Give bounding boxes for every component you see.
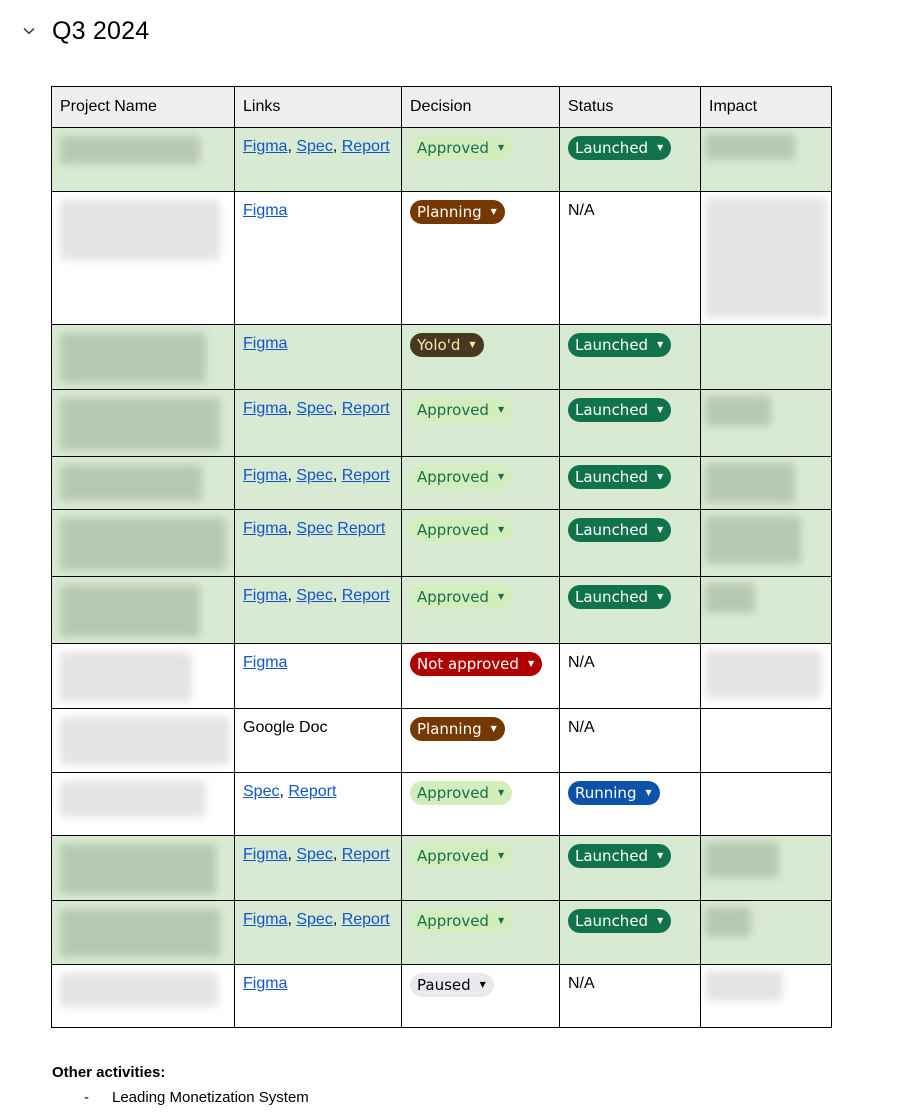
decision-chip-approved[interactable] <box>410 844 512 868</box>
text-google-doc: Google Doc <box>243 719 328 736</box>
table-row <box>52 390 832 457</box>
link-report[interactable]: Report <box>288 783 337 800</box>
status-chip-label: Launched <box>575 468 649 486</box>
cell-decision <box>402 390 560 457</box>
cell-impact <box>701 457 832 510</box>
caret-down-icon: ▼ <box>479 980 486 989</box>
cell-status <box>560 457 701 510</box>
redacted-impact <box>705 971 783 1001</box>
link-spec[interactable]: Spec <box>296 587 333 604</box>
link-separator: , <box>287 587 297 604</box>
caret-down-icon: ▼ <box>657 405 664 414</box>
section-header <box>20 14 149 48</box>
status-chip-launched[interactable] <box>568 136 671 160</box>
cell-impact <box>701 709 832 773</box>
cell-project-name <box>52 965 235 1028</box>
link-report[interactable]: Report <box>341 400 390 417</box>
cell-decision <box>402 836 560 901</box>
link-figma[interactable]: Figma <box>243 846 288 863</box>
cell-decision <box>402 192 560 325</box>
link-spec[interactable]: Spec <box>296 846 333 863</box>
status-chip-label: Launched <box>575 588 649 606</box>
other-activities-heading: Other activities: <box>52 1064 166 1081</box>
header-links: Links <box>235 87 402 128</box>
link-separator: , <box>287 138 297 155</box>
caret-down-icon: ▼ <box>657 525 664 534</box>
cell-impact <box>701 325 832 390</box>
decision-chip-approved[interactable] <box>410 398 512 422</box>
caret-down-icon: ▼ <box>657 592 664 601</box>
cell-status <box>560 773 701 836</box>
status-chip-label: Running <box>575 784 637 802</box>
caret-down-icon: ▼ <box>497 916 505 925</box>
link-report[interactable]: Report <box>341 587 390 604</box>
cell-links <box>235 577 402 644</box>
status-chip-label: Launched <box>575 336 649 354</box>
caret-down-icon: ▼ <box>469 340 476 349</box>
caret-down-icon: ▼ <box>657 916 664 925</box>
link-figma[interactable]: Figma <box>243 587 288 604</box>
link-figma[interactable]: Figma <box>243 335 288 352</box>
redacted-project-name <box>60 333 206 383</box>
decision-chip-label: Paused <box>417 976 471 994</box>
cell-project-name <box>52 901 235 965</box>
table-row <box>52 192 832 325</box>
cell-links <box>235 901 402 965</box>
table-body <box>52 128 832 1028</box>
cell-links <box>235 128 402 192</box>
cell-links <box>235 773 402 836</box>
link-separator: , <box>332 587 342 604</box>
other-activities <box>52 1064 309 1106</box>
table-row <box>52 577 832 644</box>
caret-down-icon: ▼ <box>497 405 505 414</box>
link-separator: , <box>332 911 342 928</box>
decision-chip-paused[interactable] <box>410 973 494 997</box>
cell-decision <box>402 773 560 836</box>
decision-chip-label: Planning <box>417 203 482 221</box>
cell-project-name <box>52 457 235 510</box>
redacted-impact <box>705 583 755 613</box>
status-chip-launched[interactable] <box>568 585 671 609</box>
decision-chip-approved[interactable] <box>410 909 512 933</box>
redacted-project-name <box>60 717 230 765</box>
decision-chip-label: Approved <box>417 521 489 539</box>
header-decision: Decision <box>402 87 560 128</box>
caret-down-icon: ▼ <box>497 472 505 481</box>
link-spec[interactable]: Spec <box>296 911 333 928</box>
decision-chip-label: Approved <box>417 912 489 930</box>
cell-status <box>560 836 701 901</box>
cell-impact <box>701 128 832 192</box>
table-row <box>52 644 832 709</box>
status-chip-running[interactable] <box>568 781 660 805</box>
decision-chip-label: Approved <box>417 468 489 486</box>
list-item <box>52 1089 309 1106</box>
chevron-down-icon[interactable] <box>20 22 38 40</box>
redacted-impact <box>705 198 827 318</box>
redacted-project-name <box>60 518 226 570</box>
link-separator: , <box>287 846 297 863</box>
table-row <box>52 901 832 965</box>
cell-impact <box>701 901 832 965</box>
decision-chip-approved[interactable] <box>410 518 512 542</box>
status-chip-label: Launched <box>575 912 649 930</box>
decision-chip-not-approved[interactable] <box>410 652 542 676</box>
projects-table <box>51 86 832 1028</box>
link-figma[interactable]: Figma <box>243 520 288 537</box>
table-row <box>52 773 832 836</box>
link-spec[interactable]: Spec <box>296 400 333 417</box>
decision-chip-yolo-d[interactable] <box>410 333 484 357</box>
cell-decision <box>402 457 560 510</box>
table-row <box>52 457 832 510</box>
decision-chip-planning[interactable] <box>410 200 505 224</box>
caret-down-icon: ▼ <box>497 851 505 860</box>
table-row <box>52 510 832 577</box>
cell-project-name <box>52 577 235 644</box>
table-row <box>52 836 832 901</box>
link-spec[interactable]: Spec <box>243 783 280 800</box>
cell-links <box>235 709 402 773</box>
decision-chip-label: Approved <box>417 139 489 157</box>
decision-chip-label: Approved <box>417 847 489 865</box>
link-spec[interactable]: Spec <box>296 138 333 155</box>
cell-links <box>235 457 402 510</box>
cell-status <box>560 192 701 325</box>
caret-down-icon: ▼ <box>490 724 497 733</box>
link-spec[interactable]: Spec <box>296 467 333 484</box>
redacted-project-name <box>60 200 220 260</box>
list-item-text: Leading Monetization System <box>112 1089 309 1106</box>
redacted-project-name <box>60 781 206 817</box>
cell-decision <box>402 510 560 577</box>
status-chip-launched[interactable] <box>568 844 671 868</box>
link-separator: , <box>287 520 297 537</box>
cell-decision <box>402 644 560 709</box>
cell-links <box>235 390 402 457</box>
cell-status <box>560 128 701 192</box>
cell-decision <box>402 901 560 965</box>
caret-down-icon: ▼ <box>645 788 652 797</box>
cell-decision <box>402 709 560 773</box>
link-figma[interactable]: Figma <box>243 138 288 155</box>
cell-status <box>560 644 701 709</box>
redacted-project-name <box>60 136 200 164</box>
decision-chip-approved[interactable] <box>410 585 512 609</box>
link-separator: , <box>279 783 289 800</box>
cell-project-name <box>52 709 235 773</box>
status-chip-label: Launched <box>575 139 649 157</box>
redacted-project-name <box>60 398 220 450</box>
cell-project-name <box>52 644 235 709</box>
link-figma[interactable]: Figma <box>243 400 288 417</box>
decision-chip-approved[interactable] <box>410 465 512 489</box>
link-separator: , <box>287 467 297 484</box>
cell-links <box>235 965 402 1028</box>
caret-down-icon: ▼ <box>497 143 505 152</box>
redacted-project-name <box>60 973 218 1007</box>
cell-decision <box>402 325 560 390</box>
redacted-impact <box>705 907 751 937</box>
status-chip-launched[interactable] <box>568 333 671 357</box>
redacted-impact <box>705 396 771 426</box>
decision-chip-label: Approved <box>417 784 489 802</box>
cell-status <box>560 901 701 965</box>
table-header-row <box>52 87 832 128</box>
cell-decision <box>402 965 560 1028</box>
cell-status <box>560 709 701 773</box>
cell-project-name <box>52 510 235 577</box>
link-figma[interactable]: Figma <box>243 202 288 219</box>
cell-links <box>235 325 402 390</box>
status-chip-launched[interactable] <box>568 909 671 933</box>
cell-status <box>560 965 701 1028</box>
link-figma[interactable]: Figma <box>243 467 288 484</box>
list-dash: - <box>84 1089 89 1106</box>
decision-chip-label: Not approved <box>417 655 519 673</box>
link-figma[interactable]: Figma <box>243 911 288 928</box>
redacted-impact <box>705 463 795 503</box>
caret-down-icon: ▼ <box>497 788 505 797</box>
section-title: Q3 2024 <box>52 16 150 45</box>
status-chip-label: Launched <box>575 521 649 539</box>
redacted-project-name <box>60 465 202 501</box>
link-report[interactable]: Report <box>341 911 390 928</box>
status-chip-launched[interactable] <box>568 518 671 542</box>
cell-impact <box>701 965 832 1028</box>
link-report[interactable]: Report <box>337 520 386 537</box>
cell-links <box>235 644 402 709</box>
redacted-project-name <box>60 909 220 957</box>
decision-chip-label: Yolo'd <box>417 336 461 354</box>
caret-down-icon: ▼ <box>657 472 664 481</box>
redacted-impact <box>705 134 795 160</box>
link-separator: , <box>287 400 297 417</box>
header-project-name: Project Name <box>52 87 235 128</box>
status-chip-launched[interactable] <box>568 465 671 489</box>
status-na: N/A <box>568 719 595 736</box>
cell-impact <box>701 390 832 457</box>
decision-chip-label: Approved <box>417 401 489 419</box>
cell-project-name <box>52 128 235 192</box>
cell-impact <box>701 836 832 901</box>
table-row <box>52 325 832 390</box>
status-na: N/A <box>568 654 595 671</box>
cell-links <box>235 836 402 901</box>
table-row <box>52 128 832 192</box>
cell-project-name <box>52 836 235 901</box>
redacted-impact <box>705 650 821 698</box>
decision-chip-label: Planning <box>417 720 482 738</box>
cell-project-name <box>52 773 235 836</box>
status-chip-label: Launched <box>575 401 649 419</box>
redacted-project-name <box>60 844 216 894</box>
table-row <box>52 965 832 1028</box>
link-separator: , <box>332 467 342 484</box>
redacted-project-name <box>60 585 200 637</box>
redacted-impact <box>705 516 801 564</box>
link-spec[interactable]: Spec <box>296 520 333 537</box>
link-separator: , <box>332 846 342 863</box>
header-impact: Impact <box>701 87 832 128</box>
cell-links <box>235 192 402 325</box>
decision-chip-planning[interactable] <box>410 717 505 741</box>
decision-chip-approved[interactable] <box>410 781 512 805</box>
caret-down-icon: ▼ <box>497 592 505 601</box>
link-figma[interactable]: Figma <box>243 975 288 992</box>
header-status: Status <box>560 87 701 128</box>
cell-status <box>560 390 701 457</box>
link-separator: , <box>287 911 297 928</box>
status-chip-label: Launched <box>575 847 649 865</box>
caret-down-icon: ▼ <box>657 851 664 860</box>
cell-decision <box>402 577 560 644</box>
cell-project-name <box>52 192 235 325</box>
link-report[interactable]: Report <box>341 467 390 484</box>
status-na: N/A <box>568 975 595 992</box>
caret-down-icon: ▼ <box>490 207 497 216</box>
cell-impact <box>701 644 832 709</box>
caret-down-icon: ▼ <box>657 340 664 349</box>
cell-status <box>560 325 701 390</box>
cell-impact <box>701 577 832 644</box>
link-figma[interactable]: Figma <box>243 654 288 671</box>
cell-links <box>235 510 402 577</box>
cell-impact <box>701 510 832 577</box>
link-separator: , <box>332 400 342 417</box>
caret-down-icon: ▼ <box>497 525 505 534</box>
caret-down-icon: ▼ <box>657 143 664 152</box>
caret-down-icon: ▼ <box>527 659 535 668</box>
decision-chip-label: Approved <box>417 588 489 606</box>
cell-decision <box>402 128 560 192</box>
link-separator: , <box>332 138 342 155</box>
decision-chip-approved[interactable] <box>410 136 512 160</box>
cell-status <box>560 577 701 644</box>
status-chip-launched[interactable] <box>568 398 671 422</box>
link-report[interactable]: Report <box>341 846 390 863</box>
table-row <box>52 709 832 773</box>
cell-impact <box>701 192 832 325</box>
redacted-impact <box>705 842 779 878</box>
redacted-project-name <box>60 652 192 702</box>
cell-impact <box>701 773 832 836</box>
cell-project-name <box>52 325 235 390</box>
status-na: N/A <box>568 202 595 219</box>
cell-project-name <box>52 390 235 457</box>
link-report[interactable]: Report <box>341 138 390 155</box>
cell-status <box>560 510 701 577</box>
